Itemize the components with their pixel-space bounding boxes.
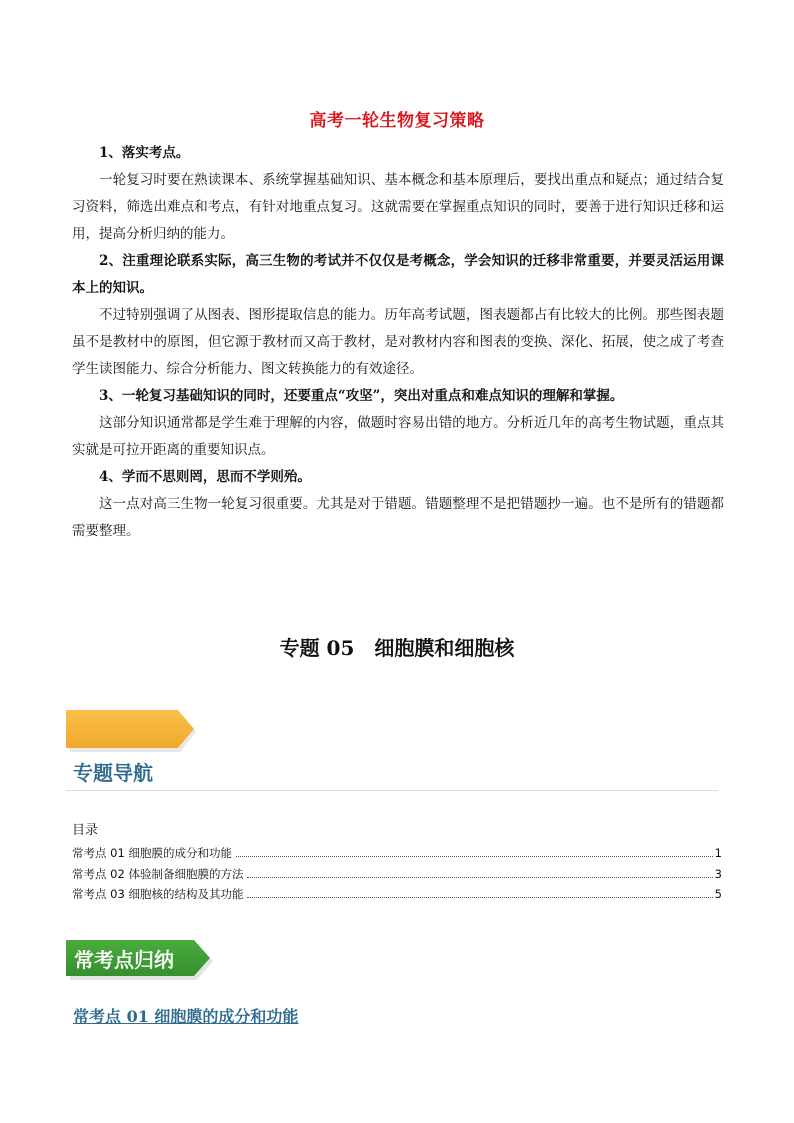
strategy-heading-3: 3、一轮复习基础知识的同时，还要重点“攻坚”，突出对重点和难点知识的理解和掌握。 <box>99 388 624 404</box>
strategy-paragraph-1: 一轮复习时要在熟读课本、系统掌握基础知识、基本概念和基本原理后，要找出重点和疑点；通过结合复习资料，筛选出难点和考点，有针对地重点复习。这就需要在掌握重点知识的同时，要善于进行知识迁移和运用，提高分析归纳的能力。 <box>72 172 724 242</box>
summary-label: 常考点归纳 <box>74 948 174 972</box>
document-title: 高考一轮生物复习策略 <box>309 111 485 131</box>
strategy-paragraph-2: 不过特别强调了从图表、图形提取信息的能力。历年高考试题，图表题都占有比较大的比例。那些图表题虽不是教材中的原图，但它源于教材而又高于教材，是对教材内容和图表的变换、深化、拓展，使之成了考查学生读图能力、综合分析能力、图文转换能力的有效途径。 <box>72 307 724 377</box>
strategy-paragraph-4: 这一点对高三生物一轮复习很重要。尤其是对于错题。错题整理不是把错题抄一遍。也不是所有的错题都需要整理。 <box>72 496 724 539</box>
section-heading-link[interactable]: 常考点 01 细胞膜的成分和功能 <box>73 1007 299 1026</box>
table-of-contents <box>72 845 722 907</box>
toc-entry-page: 3 <box>714 866 722 881</box>
nav-banner-shape <box>66 710 196 752</box>
toc-heading: 目录 <box>72 823 99 838</box>
topic-title: 专题 05 细胞膜和细胞核 <box>279 636 515 660</box>
strategy-heading-4: 4、学而不思则罔，思而不学则殆。 <box>99 469 311 485</box>
nav-label: 专题导航 <box>73 761 153 785</box>
toc-entry[interactable] <box>72 886 722 907</box>
nav-divider <box>66 790 718 791</box>
toc-entry-text: 常考点 01 细胞膜的成分和功能 <box>72 846 232 860</box>
strategy-heading-2: 2、注重理论联系实际，高三生物的考试并不仅仅是考概念，学会知识的迁移非常重要，并要灵活运用课本上的知识。 <box>72 253 724 296</box>
strategy-heading-1: 1、落实考点。 <box>99 145 190 161</box>
toc-entry-page: 1 <box>714 846 722 860</box>
toc-leader-dots <box>236 856 713 857</box>
toc-leader-dots <box>247 877 712 878</box>
toc-entry-text: 常考点 03 细胞核的结构及其功能 <box>72 887 244 901</box>
strategy-section <box>72 140 724 545</box>
toc-entry-page: 5 <box>714 887 722 901</box>
toc-entry[interactable] <box>72 845 722 866</box>
toc-leader-dots <box>247 897 712 898</box>
strategy-paragraph-3: 这部分知识通常都是学生难于理解的内容，做题时容易出错的地方。分析近几年的高考生物试题，重点其实就是可拉开距离的重要知识点。 <box>72 415 724 458</box>
toc-entry[interactable] <box>72 866 722 887</box>
toc-entry-text: 常考点 02 体验制备细胞膜的方法 <box>72 866 244 881</box>
